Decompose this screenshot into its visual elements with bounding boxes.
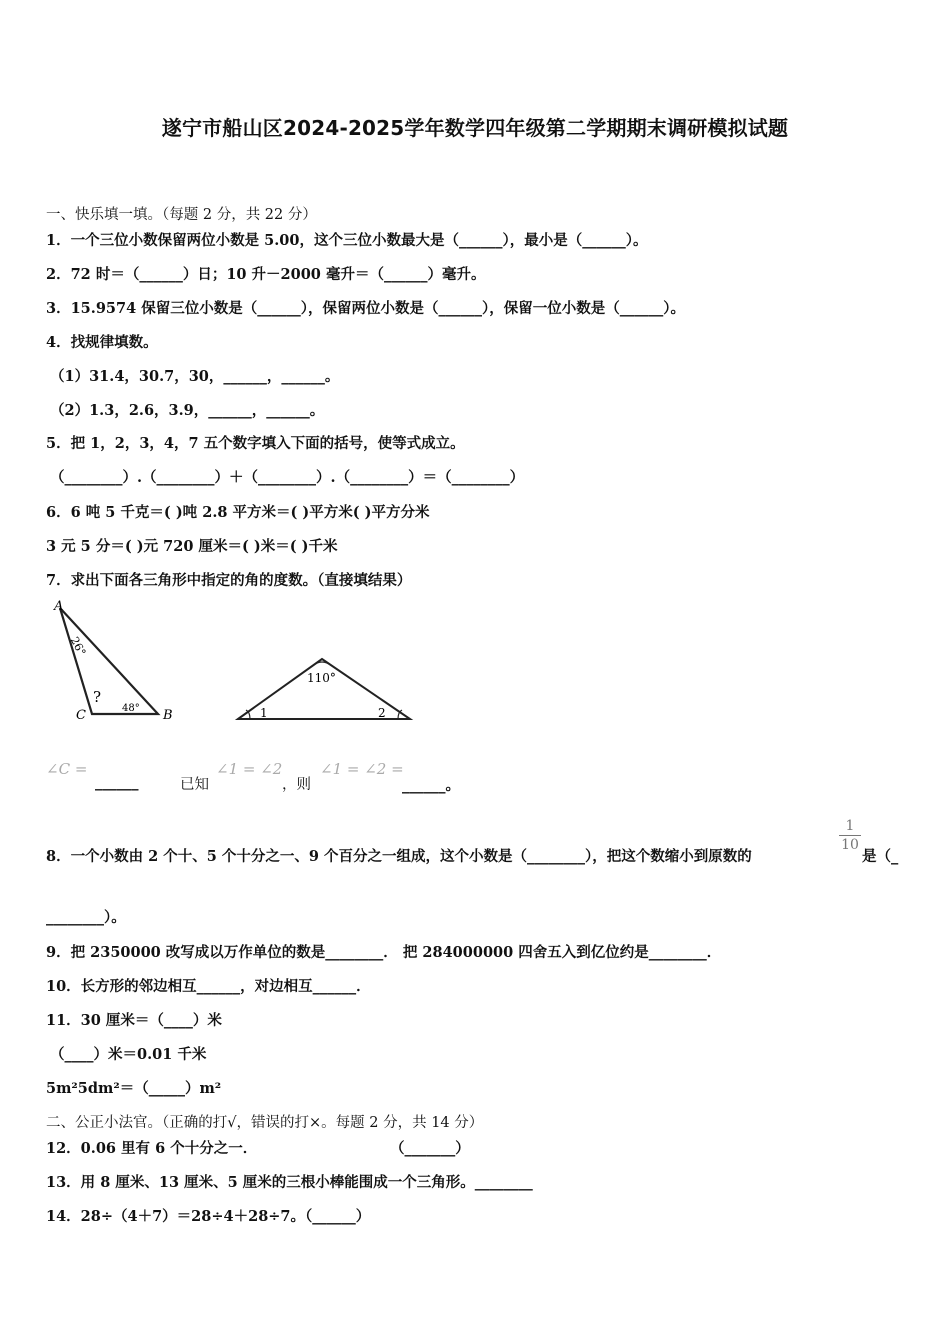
triangle-1-figure bbox=[46, 598, 186, 728]
angle-b-label: 48° bbox=[122, 703, 140, 714]
vertex-b-label: B bbox=[163, 708, 173, 723]
question-12-blank: （_______） bbox=[390, 1140, 470, 1157]
angle-1-label: 1 bbox=[260, 706, 268, 720]
vertex-c-label: C bbox=[76, 708, 86, 723]
question-5: 5．把 1，2，3，4，7 五个数字填入下面的括号，使等式成立。 bbox=[46, 435, 465, 452]
question-13: 13．用 8 厘米、13 厘米、5 厘米的三根小棒能围成一个三角形。________ bbox=[46, 1174, 533, 1191]
question-8-continued: ________）。 bbox=[46, 909, 126, 926]
angle-a-label: 26° bbox=[67, 634, 89, 659]
known-label: 已知 bbox=[180, 777, 209, 793]
question-6-line-2: 3 元 5 分＝( )元 720 厘米＝( )米＝( )千米 bbox=[46, 538, 338, 555]
question-2: 2．72 时＝（______）日；10 升－2000 毫升＝（______）毫升。 bbox=[46, 266, 486, 283]
question-12: 12．0.06 里有 6 个十分之一． bbox=[46, 1140, 258, 1157]
question-5-equation: （________）.（________）＋（________）.（________）＝（________） bbox=[50, 469, 525, 486]
unknown-angle-label: ? bbox=[93, 688, 102, 706]
triangle-2-figure bbox=[230, 650, 420, 730]
question-4: 4．找规律填数。 bbox=[46, 334, 158, 351]
vertex-a-label: A bbox=[54, 599, 64, 614]
question-11-line-3: 5m²5dm²＝（_____）m² bbox=[46, 1080, 222, 1097]
question-10: 10．长方形的邻边相互______，对边相互______． bbox=[46, 978, 371, 995]
question-9: 9．把 2350000 改写成以万作单位的数是________． 把 284000000 四舍五入到亿位约是________． bbox=[46, 944, 722, 961]
condition-expression: ∠1 = ∠2 bbox=[216, 760, 283, 778]
q8-fraction bbox=[839, 818, 861, 853]
section-2-heading: 二、公正小法官。（正确的打√，错误的打×。每题 2 分，共 14 分） bbox=[46, 1115, 484, 1131]
fraction-numerator: 1 bbox=[845, 818, 855, 834]
page-title: 遂宁市船山区2024-2025学年数学四年级第二学期期末调研模拟试题 bbox=[161, 116, 789, 140]
question-8-tail: 是（_ bbox=[862, 848, 899, 865]
fraction-denominator: 10 bbox=[841, 837, 859, 853]
angle-2-label: 2 bbox=[378, 706, 386, 720]
angle-top-label: 110° bbox=[307, 671, 336, 685]
result-blank: ______。 bbox=[402, 777, 460, 794]
question-3: 3．15.9574 保留三位小数是（______），保留两位小数是（______），保留一位小数是（______）。 bbox=[46, 300, 685, 317]
question-6-line-1: 6．6 吨 5 千克＝( )吨 2.8 平方米＝( )平方米( )平方分米 bbox=[46, 504, 430, 521]
question-7: 7．求出下面各三角形中指定的角的度数。（直接填结果） bbox=[46, 572, 412, 589]
question-8: 8．一个小数由 2 个十、5 个十分之一、9 个百分之一组成，这个小数是（________），把这个数缩小到原数的 bbox=[46, 848, 752, 865]
result-expression: ∠1 = ∠2 = bbox=[320, 760, 404, 778]
question-14: 14．28÷（4＋7）＝28÷4＋28÷7。（______） bbox=[46, 1208, 371, 1225]
question-11-line-1: 11．30 厘米＝（____）米 bbox=[46, 1012, 222, 1029]
then-label: ，则 bbox=[282, 777, 311, 793]
question-4-part-1: （1）31.4，30.7，30，______，______。 bbox=[50, 368, 340, 385]
angle-c-expression: ∠C = bbox=[46, 760, 88, 778]
fraction-bar bbox=[839, 835, 861, 836]
section-1-heading: 一、快乐填一填。（每题 2 分，共 22 分） bbox=[46, 207, 317, 223]
question-4-part-2: （2）1.3，2.6，3.9，______，______。 bbox=[50, 402, 325, 419]
question-1: 1．一个三位小数保留两位小数是 5.00，这个三位小数最大是（______），最小是（______）。 bbox=[46, 232, 648, 249]
angle-c-blank: ______ bbox=[95, 774, 139, 791]
question-11-line-2: （____）米＝0.01 千米 bbox=[50, 1046, 207, 1063]
